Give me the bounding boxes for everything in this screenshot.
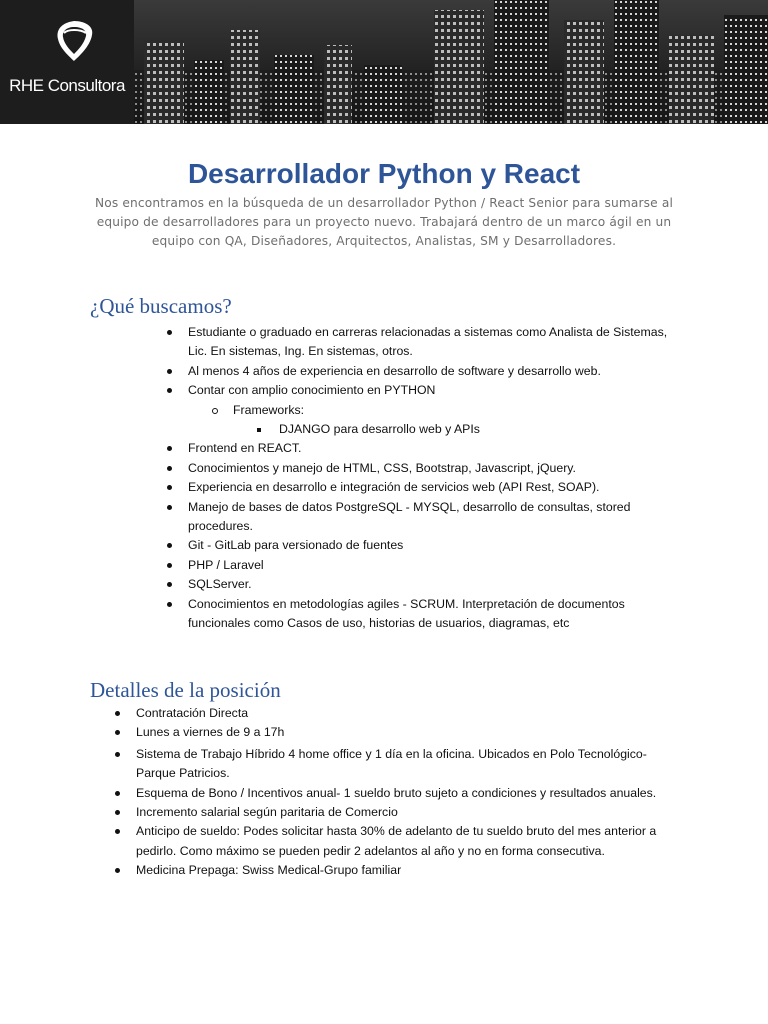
- bullet-icon: [115, 752, 120, 757]
- list-item: Conocimientos en metodologías agiles - SCRUM. Interpretación de documentos funcionales como Casos de uso, historias de usuarios, diagramas, etc: [188, 595, 688, 634]
- bullet-icon: [167, 485, 172, 490]
- list-item: PHP / Laravel: [188, 556, 688, 575]
- list-item: Manejo de bases de datos PostgreSQL - MYSQL, desarrollo de consultas, stored procedures.: [188, 498, 688, 537]
- logo-text: RHE Consultora: [9, 76, 125, 95]
- bullet-icon: [167, 330, 172, 335]
- circle-bullet-icon: [212, 408, 218, 414]
- list-item: Anticipo de sueldo: Podes solicitar hasta 30% de adelanto de tu sueldo bruto del mes anterior a pedirlo. Como máximo se pueden pedir 2 adelantos al año y no en forma consecutiva.: [136, 822, 676, 861]
- list-item: Experiencia en desarrollo e integración de servicios web (API Rest, SOAP).: [188, 478, 688, 497]
- bullet-icon: [167, 543, 172, 548]
- logo-icon: [50, 17, 98, 65]
- bullet-icon: [115, 810, 120, 815]
- list-item: Git - GitLab para versionado de fuentes: [188, 536, 688, 555]
- bullet-icon: [167, 388, 172, 393]
- bullet-icon: [167, 466, 172, 471]
- list-item: Estudiante o graduado en carreras relacionadas a sistemas como Analista de Sistemas, Lic. En sistemas, Ing. En sistemas, otros.: [188, 323, 688, 362]
- bullet-icon: [115, 791, 120, 796]
- list-item: Incremento salarial según paritaria de Comercio: [136, 803, 676, 822]
- bullet-icon: [167, 582, 172, 587]
- list-item: Esquema de Bono / Incentivos anual- 1 sueldo bruto sujeto a condiciones y resultados anuales.: [136, 784, 676, 803]
- bullet-icon: [115, 711, 120, 716]
- details-list: [136, 704, 676, 881]
- bullet-icon: [167, 505, 172, 510]
- details-heading: Detalles de la posición: [90, 678, 281, 702]
- list-item: Al menos 4 años de experiencia en desarrollo de software y desarrollo web.: [188, 362, 688, 381]
- list-item: Frameworks:: [233, 401, 688, 420]
- bullet-icon: [115, 868, 120, 873]
- bullet-icon: [167, 446, 172, 451]
- requirements-heading: ¿Qué buscamos?: [90, 294, 232, 318]
- header-banner: [0, 0, 768, 124]
- bullet-icon: [115, 730, 120, 735]
- list-item: Lunes a viernes de 9 a 17h: [136, 723, 676, 742]
- list-item: Contar con amplio conocimiento en PYTHON: [188, 381, 688, 400]
- list-item: DJANGO para desarrollo web y APIs: [279, 420, 688, 439]
- list-item: SQLServer.: [188, 575, 688, 594]
- square-bullet-icon: [257, 428, 261, 432]
- intro-paragraph: Nos encontramos en la búsqueda de un desarrollador Python / React Senior para sumarse al equipo de desarrolladores para un proyecto nuevo. Trabajará dentro de un marco ágil en un equipo con QA, Diseñadores, Arquitectos, Analistas, SM y Desarrolladores.: [95, 196, 673, 248]
- bullet-icon: [167, 369, 172, 374]
- list-item: Contratación Directa: [136, 704, 676, 723]
- city-skyline-image: [134, 0, 768, 124]
- page-title: Desarrollador Python y React: [187, 158, 581, 189]
- list-item: Frontend en REACT.: [188, 439, 688, 458]
- bullet-icon: [115, 829, 120, 834]
- logo: [0, 0, 134, 124]
- list-item: Conocimientos y manejo de HTML, CSS, Bootstrap, Javascript, jQuery.: [188, 459, 688, 478]
- list-item: Sistema de Trabajo Híbrido 4 home office y 1 día en la oficina. Ubicados en Polo Tecnológico-Parque Patricios.: [136, 745, 676, 784]
- list-item: Medicina Prepaga: Swiss Medical-Grupo familiar: [136, 861, 676, 880]
- requirements-list: [188, 323, 688, 634]
- bullet-icon: [167, 602, 172, 607]
- bullet-icon: [167, 563, 172, 568]
